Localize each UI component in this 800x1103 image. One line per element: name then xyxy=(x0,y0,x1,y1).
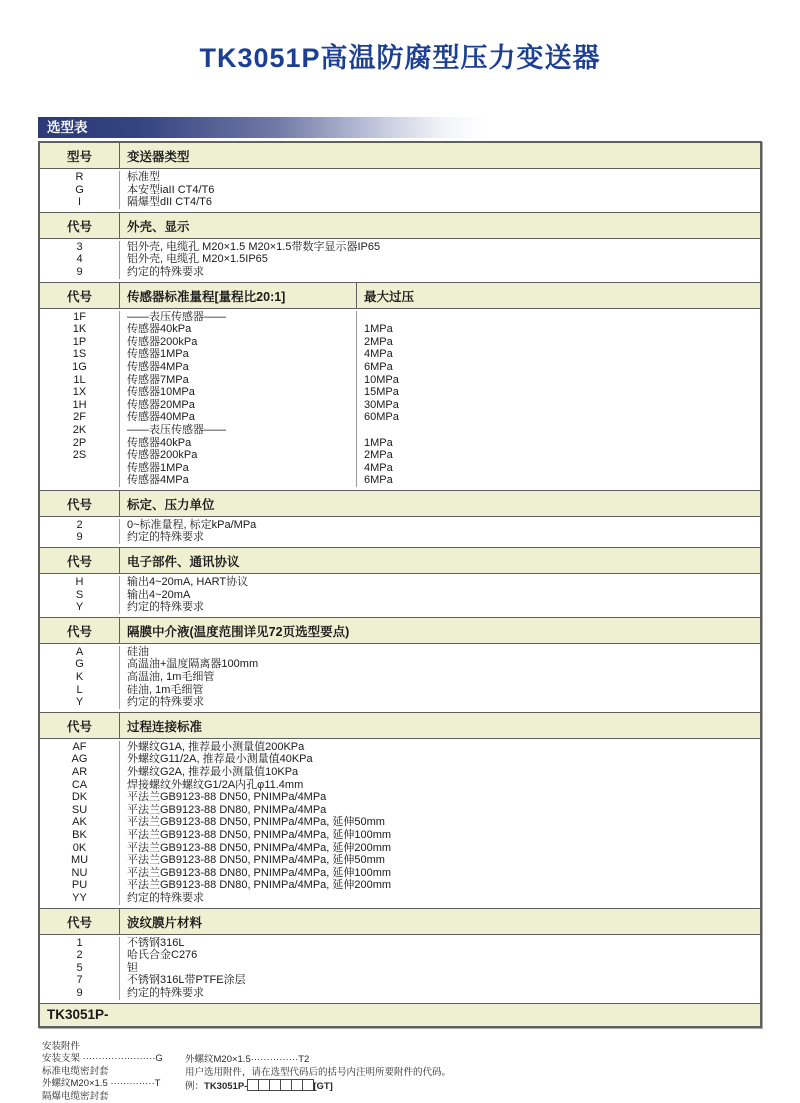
row-description: 硅油 xyxy=(120,646,760,659)
row-code: G xyxy=(40,184,120,197)
row-code: 2K xyxy=(40,424,120,437)
row-code: 9 xyxy=(40,266,120,279)
note-line: 安装附件 xyxy=(42,1041,185,1054)
table-row xyxy=(40,519,760,532)
row-description: 铝外壳, 电缆孔 M20×1.5IP65 xyxy=(120,253,760,266)
table-row xyxy=(40,196,760,209)
row-description: 0~标准量程, 标定kPa/MPa xyxy=(120,519,760,532)
selection-table-banner-label: 选型表 xyxy=(47,120,88,135)
table-row xyxy=(40,311,760,324)
row-description: ——表压传感器—— xyxy=(120,424,357,437)
row-code: AK xyxy=(40,816,120,829)
section-header-title: 外壳、显示 xyxy=(120,213,760,238)
row-code xyxy=(40,462,120,475)
table-row xyxy=(40,949,760,962)
row-description: 标准型 xyxy=(120,171,760,184)
row-code: 3 xyxy=(40,241,120,254)
row-code: 2 xyxy=(40,519,120,532)
row-code: G xyxy=(40,658,120,671)
page-title: TK3051P高温防腐型压力变送器 xyxy=(0,36,800,75)
table-row xyxy=(40,816,760,829)
row-description: 外螺纹G2A, 推荐最小测量值10KPa xyxy=(120,766,760,779)
row-description: 平法兰GB9123-88 DN80, PNIMPa/4MPa xyxy=(120,804,760,817)
row-code: CA xyxy=(40,779,120,792)
row-code: PU xyxy=(40,879,120,892)
row-description: 不锈钢316L带PTFE涂层 xyxy=(120,974,760,987)
table-row xyxy=(40,741,760,754)
row-description: ——表压传感器—— xyxy=(120,311,357,324)
row-overpressure: 6MPa xyxy=(357,361,760,374)
row-description: 传感器4MPa xyxy=(120,361,357,374)
row-description: 传感器1MPa xyxy=(120,462,357,475)
row-description: 传感器200kPa xyxy=(120,336,357,349)
section-header-title: 变送器类型 xyxy=(120,143,760,168)
section-header-code: 代号 xyxy=(40,548,120,573)
row-code: 2F xyxy=(40,411,120,424)
section-header-title: 隔膜中介液(温度范围详见72页选型要点) xyxy=(120,618,760,643)
selection-table-banner xyxy=(38,117,762,138)
row-description: 平法兰GB9123-88 DN50, PNIMPa/4MPa, 延伸50mm xyxy=(120,854,760,867)
row-overpressure: 1MPa xyxy=(357,437,760,450)
table-row xyxy=(40,892,760,905)
section-header-row xyxy=(40,908,760,935)
table-row xyxy=(40,753,760,766)
row-description: 隔爆型dII CT4/T6 xyxy=(120,196,760,209)
row-code: 1P xyxy=(40,336,120,349)
row-description: 硅油, 1m毛细管 xyxy=(120,684,760,697)
row-description: 铝外壳, 电缆孔 M20×1.5 M20×1.5带数字显示器IP65 xyxy=(120,241,760,254)
table-row xyxy=(40,424,760,437)
row-description: 传感器7MPa xyxy=(120,374,357,387)
table-row xyxy=(40,462,760,475)
table-row xyxy=(40,804,760,817)
row-description: 传感器40MPa xyxy=(120,411,357,424)
table-row xyxy=(40,253,760,266)
row-code: 1H xyxy=(40,399,120,412)
note-line: 隔爆电缆密封套 xyxy=(42,1091,185,1103)
accessory-notes xyxy=(42,1041,800,1103)
table-row xyxy=(40,854,760,867)
row-code: 2 xyxy=(40,949,120,962)
section-header-code: 代号 xyxy=(40,713,120,738)
model-prefix-row: TK3051P- xyxy=(40,1003,760,1026)
table-row xyxy=(40,779,760,792)
table-row xyxy=(40,449,760,462)
section-header-overpressure: 最大过压 xyxy=(357,283,760,308)
section-header-row xyxy=(40,143,760,169)
table-row xyxy=(40,937,760,950)
row-code: 7 xyxy=(40,974,120,987)
datasheet-page xyxy=(0,36,800,1090)
row-description: 输出4~20mA, HART协议 xyxy=(120,576,760,589)
table-row xyxy=(40,974,760,987)
table-row xyxy=(40,411,760,424)
table-row xyxy=(40,671,760,684)
row-description: 传感器1MPa xyxy=(120,348,357,361)
section-body xyxy=(40,739,760,908)
section-header-row xyxy=(40,617,760,644)
section-header-code: 代号 xyxy=(40,909,120,934)
row-description: 本安型iaII CT4/T6 xyxy=(120,184,760,197)
row-code: 1K xyxy=(40,323,120,336)
row-code: 1F xyxy=(40,311,120,324)
row-overpressure xyxy=(357,311,760,324)
row-code: H xyxy=(40,576,120,589)
row-description: 约定的特殊要求 xyxy=(120,696,760,709)
row-code: 1X xyxy=(40,386,120,399)
section-header-row xyxy=(40,282,760,309)
row-description: 平法兰GB9123-88 DN50, PNIMPa/4MPa, 延伸100mm xyxy=(120,829,760,842)
row-overpressure: 2MPa xyxy=(357,449,760,462)
row-code: AG xyxy=(40,753,120,766)
row-overpressure: 1MPa xyxy=(357,323,760,336)
table-row xyxy=(40,829,760,842)
section-header-code: 代号 xyxy=(40,213,120,238)
row-description: 传感器20MPa xyxy=(120,399,357,412)
row-description: 传感器10MPa xyxy=(120,386,357,399)
example-label: 例： xyxy=(185,1081,204,1092)
row-code: YY xyxy=(40,892,120,905)
row-code: A xyxy=(40,646,120,659)
section-header-row xyxy=(40,547,760,574)
section-header-title: 标定、压力单位 xyxy=(120,491,760,516)
row-overpressure: 2MPa xyxy=(357,336,760,349)
row-code xyxy=(40,474,120,487)
row-description: 平法兰GB9123-88 DN50, PNIMPa/4MPa, 延伸50mm xyxy=(120,816,760,829)
section-body xyxy=(40,239,760,282)
row-code: K xyxy=(40,671,120,684)
row-description: 高温油, 1m毛细管 xyxy=(120,671,760,684)
section-header-title: 过程连接标准 xyxy=(120,713,760,738)
section-body xyxy=(40,644,760,712)
table-row xyxy=(40,399,760,412)
section-body xyxy=(40,574,760,617)
row-description: 约定的特殊要求 xyxy=(120,531,760,544)
table-row xyxy=(40,437,760,450)
row-description: 传感器4MPa xyxy=(120,474,357,487)
row-overpressure: 4MPa xyxy=(357,348,760,361)
row-description: 平法兰GB9123-88 DN80, PNIMPa/4MPa, 延伸100mm xyxy=(120,867,760,880)
row-code: AF xyxy=(40,741,120,754)
row-description: 平法兰GB9123-88 DN50, PNIMPa/4MPa xyxy=(120,791,760,804)
ordering-example xyxy=(185,1079,451,1093)
table-row xyxy=(40,684,760,697)
table-row xyxy=(40,601,760,614)
row-code: 5 xyxy=(40,962,120,975)
table-row xyxy=(40,646,760,659)
table-row xyxy=(40,474,760,487)
row-description: 约定的特殊要求 xyxy=(120,987,760,1000)
section-header-code: 代号 xyxy=(40,618,120,643)
accessory-notes-left xyxy=(42,1041,185,1103)
row-code: 1 xyxy=(40,937,120,950)
row-code: 1G xyxy=(40,361,120,374)
row-code: BK xyxy=(40,829,120,842)
row-code: 2S xyxy=(40,449,120,462)
row-description: 平法兰GB9123-88 DN50, PNIMPa/4MPa, 延伸200mm xyxy=(120,842,760,855)
table-row xyxy=(40,374,760,387)
section-header-code: 代号 xyxy=(40,283,120,308)
section-body xyxy=(40,169,760,212)
section-body xyxy=(40,935,760,1003)
note-line-thread-t2: 外螺纹M20×1.5···············T2 xyxy=(185,1053,451,1066)
row-description: 高温油+温度隔离器100mm xyxy=(120,658,760,671)
row-code: 0K xyxy=(40,842,120,855)
section-header-title: 电子部件、通讯协议 xyxy=(120,548,760,573)
table-row xyxy=(40,323,760,336)
selection-table xyxy=(38,141,762,1028)
row-description: 传感器200kPa xyxy=(120,449,357,462)
row-code: S xyxy=(40,589,120,602)
table-row xyxy=(40,962,760,975)
row-overpressure: 30MPa xyxy=(357,399,760,412)
row-code: 1L xyxy=(40,374,120,387)
row-description: 约定的特殊要求 xyxy=(120,892,760,905)
table-row xyxy=(40,266,760,279)
row-description: 哈氏合金C276 xyxy=(120,949,760,962)
row-description: 传感器40kPa xyxy=(120,437,357,450)
row-code: 2P xyxy=(40,437,120,450)
example-accessory-code: [GT] xyxy=(313,1081,333,1092)
section-header-code: 型号 xyxy=(40,143,120,168)
section-body xyxy=(40,309,760,490)
row-description: 焊接螺纹外螺纹G1/2A内孔φ11.4mm xyxy=(120,779,760,792)
row-description: 传感器40kPa xyxy=(120,323,357,336)
table-row xyxy=(40,386,760,399)
table-row xyxy=(40,589,760,602)
row-code: I xyxy=(40,196,120,209)
section-header-row xyxy=(40,490,760,517)
row-overpressure: 4MPa xyxy=(357,462,760,475)
row-code: MU xyxy=(40,854,120,867)
table-row xyxy=(40,576,760,589)
row-code: L xyxy=(40,684,120,697)
row-overpressure: 15MPa xyxy=(357,386,760,399)
row-code: 1S xyxy=(40,348,120,361)
row-description: 输出4~20mA xyxy=(120,589,760,602)
table-row xyxy=(40,348,760,361)
section-body xyxy=(40,517,760,547)
note-line: 安装支架 ·······················G xyxy=(42,1053,185,1066)
row-code: NU xyxy=(40,867,120,880)
row-description: 约定的特殊要求 xyxy=(120,266,760,279)
row-code: 9 xyxy=(40,987,120,1000)
table-row xyxy=(40,867,760,880)
table-row xyxy=(40,987,760,1000)
section-header-row xyxy=(40,712,760,739)
table-row xyxy=(40,791,760,804)
row-code: SU xyxy=(40,804,120,817)
row-code: Y xyxy=(40,601,120,614)
table-row xyxy=(40,336,760,349)
table-row xyxy=(40,658,760,671)
table-row xyxy=(40,696,760,709)
table-row xyxy=(40,361,760,374)
example-model-prefix: TK3051P- xyxy=(204,1081,247,1092)
row-description: 约定的特殊要求 xyxy=(120,601,760,614)
example-code-boxes xyxy=(247,1081,313,1092)
row-overpressure: 10MPa xyxy=(357,374,760,387)
row-description: 平法兰GB9123-88 DN80, PNIMPa/4MPa, 延伸200mm xyxy=(120,879,760,892)
row-description: 外螺纹G1A, 推荐最小测量值200KPa xyxy=(120,741,760,754)
section-header-code: 代号 xyxy=(40,491,120,516)
row-code: AR xyxy=(40,766,120,779)
row-code: 9 xyxy=(40,531,120,544)
row-description: 外螺纹G11/2A, 推荐最小测量值40KPa xyxy=(120,753,760,766)
row-overpressure: 6MPa xyxy=(357,474,760,487)
row-code: DK xyxy=(40,791,120,804)
row-code: Y xyxy=(40,696,120,709)
table-row xyxy=(40,531,760,544)
table-row xyxy=(40,171,760,184)
table-row xyxy=(40,766,760,779)
note-line: 外螺纹M20×1.5 ··············T xyxy=(42,1078,185,1091)
table-row xyxy=(40,184,760,197)
row-overpressure: 60MPa xyxy=(357,411,760,424)
note-line-instruction: 用户选用附件，请在选型代码后的括号内注明所要附件的代码。 xyxy=(185,1066,451,1079)
section-header-row xyxy=(40,212,760,239)
table-row xyxy=(40,879,760,892)
row-code: 4 xyxy=(40,253,120,266)
note-line: 标准电缆密封套 xyxy=(42,1066,185,1079)
row-overpressure xyxy=(357,424,760,437)
table-row xyxy=(40,241,760,254)
table-row xyxy=(40,842,760,855)
row-code: R xyxy=(40,171,120,184)
row-description: 不锈钢316L xyxy=(120,937,760,950)
section-header-title: 波纹膜片材料 xyxy=(120,909,760,934)
accessory-notes-right xyxy=(185,1053,451,1103)
row-description: 钽 xyxy=(120,962,760,975)
section-header-title: 传感器标准量程[量程比20:1] xyxy=(120,283,357,308)
